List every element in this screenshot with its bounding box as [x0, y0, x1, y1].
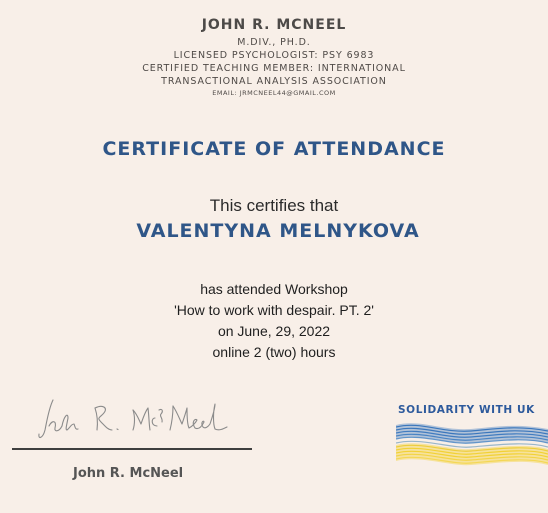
- signature-drawing: [37, 396, 237, 446]
- handwritten-signature: [37, 396, 237, 450]
- recipient-name: VALENTYNA MELNYKOVA: [136, 220, 420, 242]
- issuer-membership-line2: TRANSACTIONAL ANALYSIS ASSOCIATION: [161, 76, 387, 87]
- attendance-details: [0, 279, 548, 363]
- workshop-title: 'How to work with despair. PT. 2': [174, 302, 374, 318]
- attended-text: has attended Workshop: [200, 281, 348, 297]
- issuer-name: JOHN R. MCNEEL: [201, 17, 347, 33]
- certificate-title: CERTIFICATE OF ATTENDANCE: [102, 138, 446, 160]
- signature-line: [12, 448, 252, 450]
- issuer-membership-line1: CERTIFIED TEACHING MEMBER: INTERNATIONAL: [142, 63, 406, 74]
- issuer-degrees: M.DIV., PH.D.: [237, 37, 311, 48]
- ukraine-flag-wave: [396, 419, 548, 483]
- workshop-date: on June, 29, 2022: [217, 323, 331, 339]
- solidarity-label: SOLIDARITY WITH UK: [398, 404, 535, 416]
- workshop-duration: online 2 (two) hours: [212, 344, 336, 360]
- certifies-text: This certifies that: [209, 196, 339, 215]
- letterhead: [0, 14, 548, 98]
- signatory-name: John R. McNeel: [73, 466, 184, 481]
- issuer-license: LICENSED PSYCHOLOGIST: PSY 6983: [173, 50, 375, 61]
- issuer-email: EMAIL: JRMCNEEL44@GMAIL.COM: [212, 89, 336, 97]
